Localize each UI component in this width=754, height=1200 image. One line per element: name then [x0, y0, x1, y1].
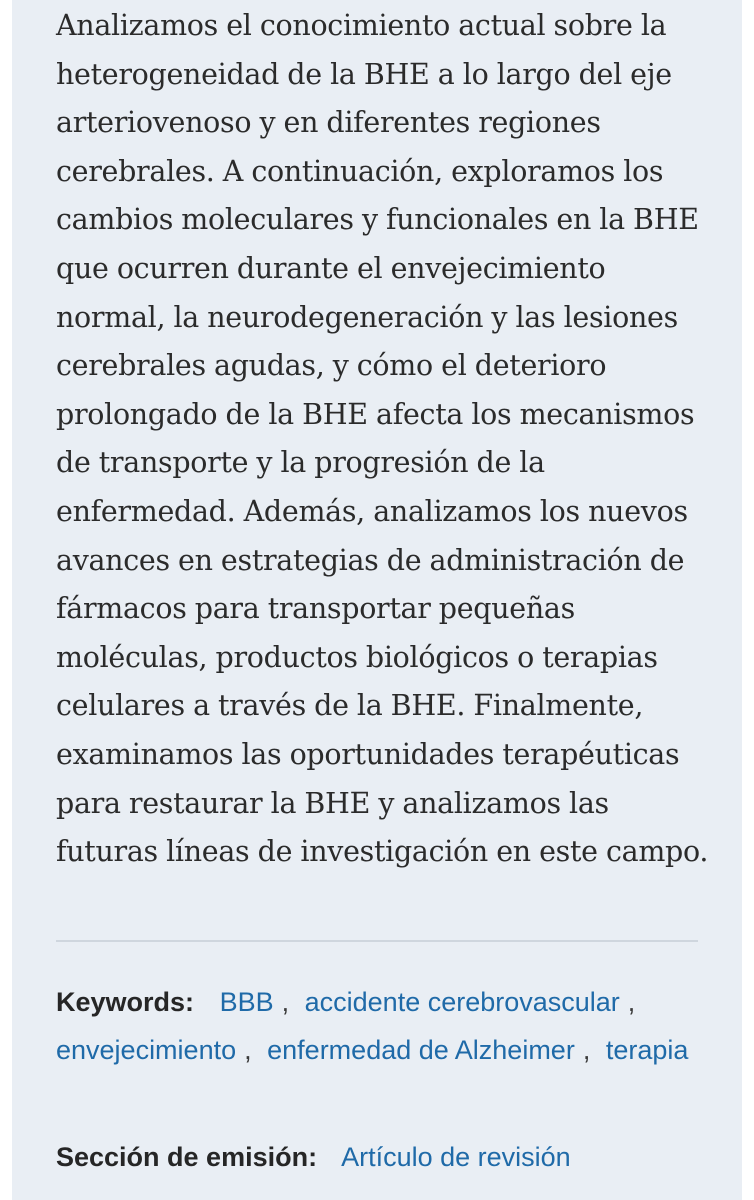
keyword-separator: , — [281, 987, 290, 1017]
keyword-separator: , — [627, 987, 636, 1017]
keyword-link-accidente-cerebrovascular[interactable]: accidente cerebrovascular — [304, 987, 620, 1017]
section-link-articulo-de-revision[interactable]: Artículo de revisión — [341, 1142, 571, 1172]
keyword-link-terapia[interactable]: terapia — [605, 1035, 689, 1065]
keywords-label: Keywords: — [56, 987, 195, 1017]
keyword-separator: , — [582, 1035, 591, 1065]
divider — [56, 940, 698, 942]
section-label: Sección de emisión: — [56, 1142, 318, 1172]
keyword-link-enfermedad-de-alzheimer[interactable]: enfermedad de Alzheimer — [267, 1035, 575, 1065]
section-row — [56, 1133, 736, 1181]
keyword-link-bbb[interactable]: BBB — [219, 987, 274, 1017]
keyword-separator: , — [244, 1035, 252, 1065]
abstract-card — [12, 0, 742, 1200]
abstract-text: Analizamos el conocimiento actual sobre la heterogeneidad de la BHE a lo largo del eje arteriovenoso y en diferentes regiones cerebrales. A continuación, exploramos los cambios moleculares y funcionales en la BHE que ocurren durante el envejecimiento normal, la neurodegeneración y las lesiones cerebrales agudas, y cómo el deterioro prolongado de la BHE afecta los mecanismos de transporte y la progresión de la enfermedad. Además, analizamos los nuevos avances en estrategias de administración de fármacos para transportar pequeñas moléculas, productos biológicos o terapias celulares a través de la BHE. Finalmente, examinamos las oportunidades terapéuticas para restaurar la BHE y analizamos las futuras líneas de investigación en este campo. — [56, 9, 709, 869]
keyword-link-envejecimiento[interactable]: envejecimiento — [56, 1035, 237, 1065]
keywords-row — [56, 978, 736, 1074]
